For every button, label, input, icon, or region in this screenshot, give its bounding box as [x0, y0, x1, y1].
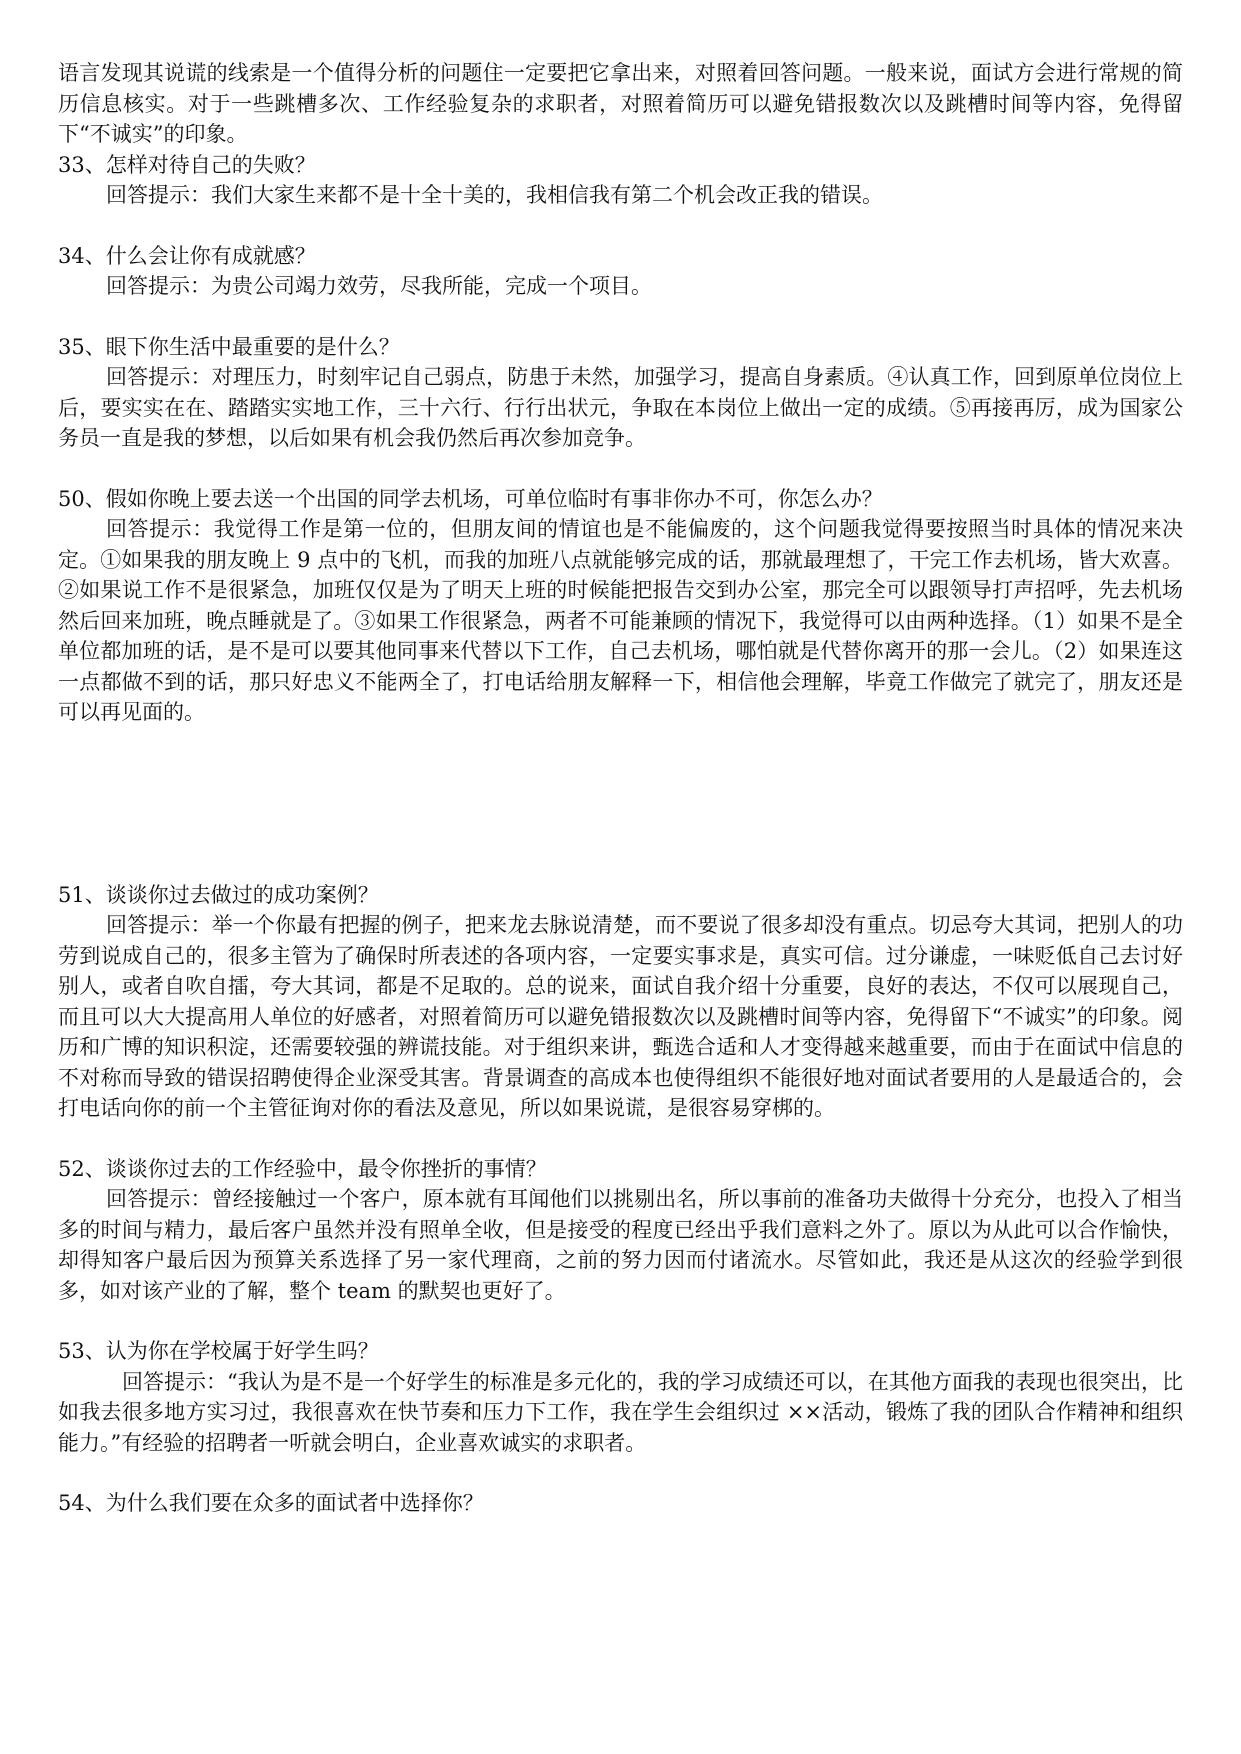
answer-35: 回答提示：对理压力，时刻牢记自己弱点，防患于未然，加强学习，提高自身素质。④认真工作，回到原单位岗位上后，要实实在在、踏踏实实地工作，三十六行、行行出状元，争取在本岗位上做出一定的成绩。⑤再接再厉，成为国家公务员一直是我的梦想，以后如果有机会我仍然后再次参加竞争。: [58, 365, 1183, 450]
question-53: 53、认为你在学校属于好学生吗？: [58, 1339, 379, 1363]
question-35: 35、眼下你生活中最重要的是什么？: [58, 334, 400, 359]
answer-51: 回答提示：举一个你最有把握的例子，把来龙去脉说清楚，而不要说了很多却没有重点。切忌夸大其词，把别人的功劳到说成自己的，很多主管为了确保时所表述的各项内容，一定要实事求是，真实可信。过分谦虚，一味贬低自己去讨好别人，或者自吹自擂，夸大其词，都是不足取的。总的说来，面试自我介绍十分重要，良好的表达，不仅可以展现自己，而且可以大大提高用人单位的好感者，对照着简历可以避免错报数次以及跳槽时间等内容，免得留下“不诚实”的印象。阅历和广博的知识积淀，还需要较强的辨谎技能。对于组织来讲，甄选合适和人才变得越来越重要，而由于在面试中信息的不对称而导致的错误招聘使得企业深受其害。背景调查的高成本也使得组织不能很好地对面试者要用的人是最适合的，会打电话向你的前一个主管征询对你的看法及意见，所以如果说谎，是很容易穿梆的。: [58, 913, 1183, 1120]
spacer: [58, 1458, 1183, 1488]
answer-50: 回答提示：我觉得工作是第一位的，但朋友间的情谊也是不能偏废的，这个问题我觉得要按照当时具体的情况来决定。①如果我的朋友晚上 9 点中的飞机，而我的加班八点就能够完成的话，那就最理想了，干完工作去机场，皆大欢喜。②如果说工作不是很紧急，加班仅仅是为了明天上班的时候能把报告交到办公室，那完全可以跟领导打声招呼，先去机场然后回来加班，晚点睡就是了。③如果工作很紧急，两者不可能兼顾的情况下，我觉得可以由两种选择。（1）如果不是全单位都加班的话，是不是可以要其他同事来代替以下工作，自己去机场，哪怕就是代替你离开的那一会儿。（2）如果连这一点都做不到的话，那只好忠义不能两全了，打电话给朋友解释一下，相信他会理解，毕竟工作做完了就完了，朋友还是可以再见面的。: [58, 517, 1183, 724]
question-52: 52、谈谈你过去的工作经验中，最令你挫折的事情？: [58, 1156, 547, 1181]
question-51: 51、谈谈你过去做过的成功案例？: [58, 882, 379, 907]
question-54: 54、为什么我们要在众多的面试者中选择你？: [58, 1491, 484, 1515]
answer-34: 回答提示：为贵公司竭力效劳，尽我所能，完成一个项目。: [106, 274, 652, 298]
spacer: [58, 454, 1183, 484]
intro-paragraph: 语言发现其说谎的线索是一个值得分析的问题住一定要把它拿出来，对照着回答问题。一般来说，面试方会进行常规的简历信息核实。对于一些跳槽多次、工作经验复杂的求职者，对照着简历可以避免错报数次以及跳槽时间等内容，免得留下“不诚实”的印象。: [58, 61, 1183, 146]
spacer: [58, 728, 1183, 880]
answer-33: 回答提示：我们大家生来都不是十全十美的，我相信我有第二个机会改正我的错误。: [106, 183, 883, 207]
answer-53: 回答提示：“我认为是不是一个好学生的标准是多元化的，我的学习成绩还可以，在其他方面我的表现也很突出，比如我去很多地方实习过，我很喜欢在快节奏和压力下工作，我在学生会组织过 ××活动，锻炼了我的团队合作精神和组织能力。”有经验的招聘者一听就会明白，企业喜欢诚实的求职者。: [58, 1369, 1183, 1455]
spacer: [58, 302, 1183, 332]
spacer: [58, 1306, 1183, 1336]
answer-52: 回答提示：曾经接触过一个客户，原本就有耳闻他们以挑剔出名，所以事前的准备功夫做得十分充分，也投入了相当多的时间与精力，最后客户虽然并没有照单全收，但是接受的程度已经出乎我们意料之外了。原以为从此可以合作愉快，却得知客户最后因为预算关系选择了另一家代理商，之前的努力因而付诸流水。尽管如此，我还是从这次的经验学到很多，如对该产业的了解，整个 team 的默契也更好了。: [58, 1187, 1183, 1303]
question-50: 50、假如你晚上要去送一个出国的同学去机场，可单位临时有事非你办不可，你怎么办？: [58, 486, 883, 511]
spacer: [58, 211, 1183, 241]
spacer: [58, 1124, 1183, 1154]
question-33: 33、怎样对待自己的失败？: [58, 152, 316, 177]
document-page: [58, 58, 1183, 1519]
question-34: 34、什么会让你有成就感？: [58, 243, 316, 268]
